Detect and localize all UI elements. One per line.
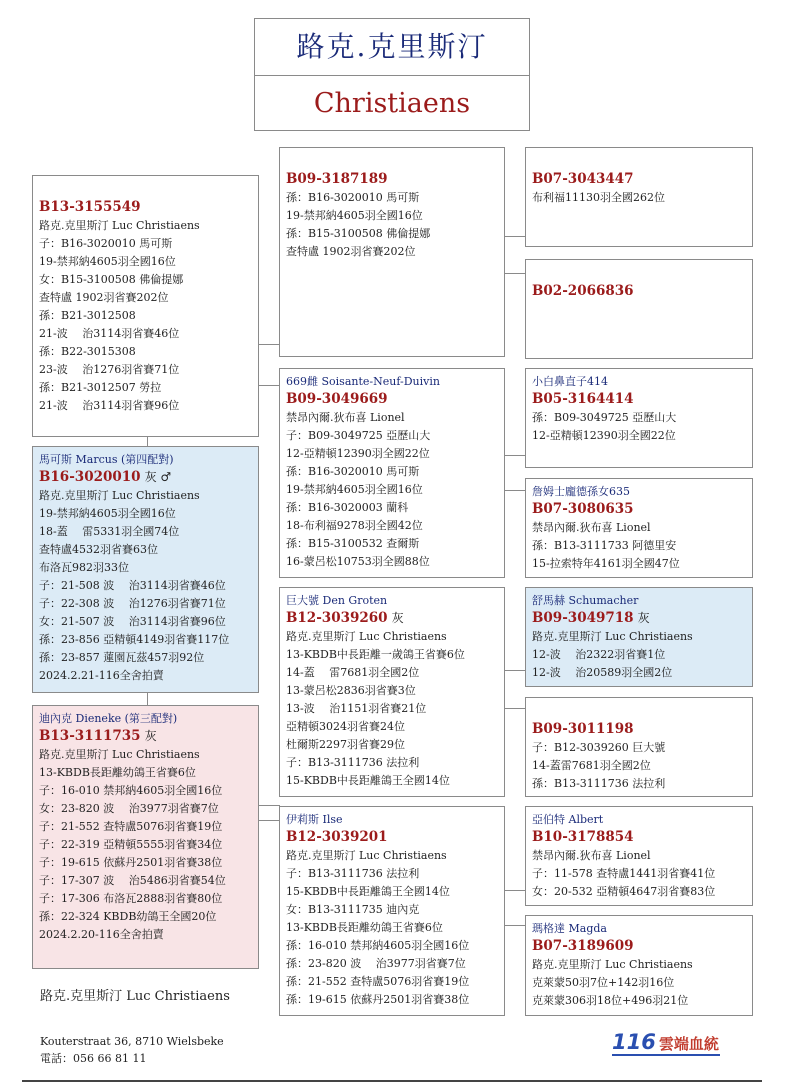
detail-line: 孫：19-615 依蘇丹2501羽省賽38位 bbox=[286, 993, 470, 1006]
detail-list bbox=[286, 847, 498, 1009]
detail-line: 女：B13-3111735 迪內克 bbox=[286, 903, 420, 916]
detail-line: 孫：B16-3020003 蘭科 bbox=[286, 501, 409, 514]
color-sex: 灰 bbox=[391, 611, 404, 625]
detail-line: 2024.2.20-116全舍拍賣 bbox=[39, 928, 164, 941]
connector bbox=[147, 693, 148, 705]
connector bbox=[505, 273, 525, 274]
ring-number: B10-3178854 bbox=[532, 829, 634, 845]
connector bbox=[505, 890, 525, 891]
address: Kouterstraat 36, 8710 Wielsbeke bbox=[40, 1035, 224, 1048]
footer-rule bbox=[22, 1080, 762, 1082]
detail-line: 子：21-552 查特盧5076羽省賽19位 bbox=[39, 820, 223, 833]
detail-line: 查特盧 1902羽省賽202位 bbox=[39, 291, 169, 304]
detail-line: 13-KBDB長距離幼鴿王省賽6位 bbox=[39, 766, 196, 779]
detail-line: 孫：B15-3100532 查爾斯 bbox=[286, 537, 420, 550]
detail-line: 19-禁邦納4605羽全國16位 bbox=[39, 255, 176, 268]
dam-card[interactable] bbox=[32, 705, 259, 969]
detail-list bbox=[532, 519, 746, 573]
connector bbox=[505, 236, 525, 237]
ring-number: B05-3164414 bbox=[532, 391, 634, 407]
detail-line: 路克.克里斯汀 Luc Christiaens bbox=[532, 630, 693, 643]
detail-line: 布洛瓦982羽33位 bbox=[39, 561, 129, 574]
ring-number: B07-3080635 bbox=[532, 501, 634, 517]
connector bbox=[505, 925, 525, 926]
detail-list bbox=[532, 956, 746, 1010]
detail-line: 子：19-615 依蘇丹2501羽省賽38位 bbox=[39, 856, 223, 869]
connector bbox=[505, 455, 525, 456]
pigeon-name: 669雌 Soisante-Neuf-Duivin bbox=[286, 375, 440, 388]
connector bbox=[505, 490, 525, 491]
detail-line: 子：21-508 波 治3114羽省賽46位 bbox=[39, 579, 226, 592]
detail-line: 孫：B22-3015308 bbox=[39, 345, 136, 358]
detail-line: 禁昂內爾.狄布喜 Lionel bbox=[532, 849, 651, 862]
sdd-card[interactable] bbox=[525, 478, 753, 578]
detail-line: 13-波 治1151羽省賽21位 bbox=[286, 702, 427, 715]
detail-line: 13-KBDB中長距離一歲鴿王省賽6位 bbox=[286, 648, 465, 661]
ring-number: B07-3189609 bbox=[532, 938, 634, 954]
ring-number: B09-3049718 灰 bbox=[532, 610, 650, 626]
ring-number: B09-3049669 bbox=[286, 391, 388, 407]
pigeon-name: 小白鼻直子414 bbox=[532, 375, 608, 388]
phone: 電話：056 66 81 11 bbox=[40, 1052, 147, 1065]
pigeon-name: 伊莉斯 Ilse bbox=[286, 813, 343, 826]
detail-line: 孫：B15-3100508 佛倫提娜 bbox=[286, 227, 431, 240]
detail-line: 子：B13-3111736 法拉利 bbox=[286, 867, 420, 880]
logo-underline bbox=[612, 1054, 720, 1056]
detail-line: 子：17-306 布洛瓦2888羽省賽80位 bbox=[39, 892, 223, 905]
detail-line: 禁昂內爾.狄布喜 Lionel bbox=[286, 411, 405, 424]
detail-line: 15-KBDB中長距離鴿王全國14位 bbox=[286, 774, 450, 787]
detail-line: 孫：23-857 蓮園瓦茲457羽92位 bbox=[39, 651, 205, 664]
contact-info bbox=[40, 1033, 224, 1067]
detail-line: 路克.克里斯汀 Luc Christiaens bbox=[286, 630, 447, 643]
detail-line: 孫：22-324 KBDB幼鴿王全國20位 bbox=[39, 910, 217, 923]
detail-list bbox=[532, 847, 746, 901]
sss-card[interactable] bbox=[525, 147, 753, 247]
logo-number: 116 bbox=[612, 1030, 656, 1054]
detail-list bbox=[286, 409, 498, 571]
detail-line: 18-布利福9278羽全國42位 bbox=[286, 519, 423, 532]
connector bbox=[259, 385, 280, 386]
detail-line: 子：17-307 波 治5486羽省賽54位 bbox=[39, 874, 226, 887]
pigeon-name: 瑪格達 Magda bbox=[532, 922, 607, 935]
ring-number: B13-3111735 灰 bbox=[39, 728, 157, 744]
detail-line: 子：11-578 查特盧1441羽省賽41位 bbox=[532, 867, 716, 880]
color-sex: 灰 bbox=[144, 729, 157, 743]
detail-list bbox=[532, 739, 746, 793]
dss-card[interactable] bbox=[525, 587, 753, 687]
detail-line: 孫：23-820 波 治3977羽省賽7位 bbox=[286, 957, 466, 970]
sds-card[interactable] bbox=[525, 368, 753, 468]
detail-line: 孫：B21-3012507 勞拉 bbox=[39, 381, 162, 394]
detail-line: 子：22-308 波 治1276羽省賽71位 bbox=[39, 597, 226, 610]
detail-line: 13-蒙呂松2836羽省賽3位 bbox=[286, 684, 416, 697]
detail-line: 亞精頓3024羽省賽24位 bbox=[286, 720, 405, 733]
detail-line: 路克.克里斯汀 Luc Christiaens bbox=[286, 849, 447, 862]
detail-line: 21-波 治3114羽省賽46位 bbox=[39, 327, 180, 340]
owner-name: 路克.克里斯汀 Luc Christiaens bbox=[40, 989, 230, 1004]
ring-number: B12-3039201 bbox=[286, 829, 388, 845]
sire-card[interactable] bbox=[32, 446, 259, 693]
detail-line: 女：20-532 亞精頓4647羽省賽83位 bbox=[532, 885, 716, 898]
detail-line: 克萊蒙50羽7位+142羽16位 bbox=[532, 976, 675, 989]
pigeon-name: 迪內克 Dieneke (第三配對) bbox=[39, 712, 178, 725]
detail-line: 女：B15-3100508 佛倫提娜 bbox=[39, 273, 184, 286]
detail-line: 孫：B16-3020010 馬可斯 bbox=[286, 465, 420, 478]
sire-dam-card[interactable] bbox=[279, 368, 505, 578]
ssd-card[interactable] bbox=[525, 259, 753, 359]
ring-number: B09-3011198 bbox=[532, 721, 634, 737]
pigeon-name: 亞伯特 Albert bbox=[532, 813, 604, 826]
detail-line: 12-波 治20589羽全國2位 bbox=[532, 666, 673, 679]
connector bbox=[505, 670, 525, 671]
pigeon-name: 巨大號 Den Groten bbox=[286, 594, 388, 607]
detail-list bbox=[532, 189, 746, 207]
dsd-card[interactable] bbox=[525, 697, 753, 797]
detail-line: 查特盧 1902羽省賽202位 bbox=[286, 245, 416, 258]
detail-list bbox=[286, 189, 498, 261]
detail-list bbox=[39, 746, 252, 944]
detail-line: 23-波 治1276羽省賽71位 bbox=[39, 363, 180, 376]
detail-line: 孫：B09-3049725 亞歷山大 bbox=[532, 411, 677, 424]
detail-line: 19-禁邦納4605羽全國16位 bbox=[286, 209, 423, 222]
detail-line: 女：21-507 波 治3114羽省賽96位 bbox=[39, 615, 226, 628]
detail-line: 路克.克里斯汀 Luc Christiaens bbox=[39, 748, 200, 761]
detail-line: 孫：23-856 亞精頓4149羽省賽117位 bbox=[39, 633, 230, 646]
title-chinese: 路克.克里斯汀 bbox=[255, 19, 529, 76]
detail-line: 子：22-319 亞精頓5555羽省賽34位 bbox=[39, 838, 223, 851]
detail-line: 杜爾斯2297羽省賽29位 bbox=[286, 738, 405, 751]
detail-line: 16-蒙呂松10753羽全國88位 bbox=[286, 555, 430, 568]
detail-line: 19-禁邦納4605羽全國16位 bbox=[39, 507, 176, 520]
detail-line: 孫：B13-3111736 法拉利 bbox=[532, 777, 666, 790]
ring-number: B07-3043447 bbox=[532, 171, 634, 187]
detail-line: 13-KBDB長距離幼鴿王省賽6位 bbox=[286, 921, 443, 934]
detail-line: 孫：21-552 查特盧5076羽省賽19位 bbox=[286, 975, 470, 988]
detail-line: 12-波 治2322羽省賽1位 bbox=[532, 648, 666, 661]
detail-line: 子：B13-3111736 法拉利 bbox=[286, 756, 420, 769]
connector bbox=[259, 820, 280, 821]
color-sex: 灰 ♂ bbox=[144, 470, 172, 484]
brand-logo bbox=[612, 1030, 722, 1056]
sire-sire-card[interactable] bbox=[279, 147, 505, 357]
detail-line: 子：16-010 禁邦納4605羽全國16位 bbox=[39, 784, 223, 797]
detail-line: 15-KBDB中長距離鴿王全國14位 bbox=[286, 885, 450, 898]
color-sex: 灰 bbox=[637, 611, 650, 625]
title-latin: Christiaens bbox=[313, 88, 471, 119]
detail-line: 孫：B21-3012508 bbox=[39, 309, 136, 322]
detail-list bbox=[532, 409, 746, 445]
detail-line: 孫：B16-3020010 馬可斯 bbox=[286, 191, 420, 204]
detail-line: 19-禁邦納4605羽全國16位 bbox=[286, 483, 423, 496]
detail-line: 路克.克里斯汀 Luc Christiaens bbox=[39, 219, 200, 232]
detail-line: 18-蓋 雷5331羽全國74位 bbox=[39, 525, 180, 538]
detail-line: 14-蓋雷7681羽全國2位 bbox=[532, 759, 651, 772]
detail-line: 布利福11130羽全國262位 bbox=[532, 191, 665, 204]
detail-line: 子：B12-3039260 巨大號 bbox=[532, 741, 666, 754]
ring-number: B09-3187189 bbox=[286, 171, 388, 187]
ring-number: B13-3155549 bbox=[39, 199, 141, 215]
ddd-card[interactable] bbox=[525, 915, 753, 1016]
detail-line: 2024.2.21-116全舍拍賣 bbox=[39, 669, 164, 682]
detail-list bbox=[286, 628, 498, 790]
pigeon-name: 馬可斯 Marcus (第四配對) bbox=[39, 453, 174, 466]
dam-sire-card[interactable] bbox=[279, 587, 505, 797]
dam-dam-card[interactable] bbox=[279, 806, 505, 1016]
detail-line: 21-波 治3114羽省賽96位 bbox=[39, 399, 180, 412]
ring-number: B16-3020010 灰 ♂ bbox=[39, 469, 172, 485]
logo-text: 雲端血統 bbox=[658, 1035, 719, 1053]
detail-line: 12-亞精頓12390羽全國22位 bbox=[532, 429, 676, 442]
title-box bbox=[254, 18, 530, 131]
detail-line: 15-拉索特年4161羽全國47位 bbox=[532, 557, 680, 570]
detail-line: 查特盧4532羽省賽63位 bbox=[39, 543, 158, 556]
detail-line: 14-蓋 雷7681羽全國2位 bbox=[286, 666, 420, 679]
detail-line: 子：B09-3049725 亞歷山大 bbox=[286, 429, 431, 442]
connector bbox=[147, 437, 148, 446]
connector bbox=[259, 344, 280, 345]
detail-line: 孫：B13-3111733 阿德里安 bbox=[532, 539, 677, 552]
detail-list bbox=[39, 217, 252, 415]
detail-line: 克萊蒙306羽18位+496羽21位 bbox=[532, 994, 689, 1007]
detail-list bbox=[39, 487, 252, 685]
detail-line: 12-亞精頓12390羽全國22位 bbox=[286, 447, 430, 460]
connector bbox=[259, 805, 280, 806]
detail-line: 禁昂內爾.狄布喜 Lionel bbox=[532, 521, 651, 534]
detail-line: 路克.克里斯汀 Luc Christiaens bbox=[39, 489, 200, 502]
detail-line: 女：23-820 波 治3977羽省賽7位 bbox=[39, 802, 219, 815]
detail-line: 孫：16-010 禁邦納4605羽全國16位 bbox=[286, 939, 470, 952]
connector bbox=[505, 708, 525, 709]
ring-number: B02-2066836 bbox=[532, 283, 634, 299]
subject-card[interactable] bbox=[32, 175, 259, 437]
ring-number: B12-3039260 灰 bbox=[286, 610, 404, 626]
pigeon-name: 詹姆士龐德孫女635 bbox=[532, 485, 630, 498]
dds-card[interactable] bbox=[525, 806, 753, 906]
detail-list bbox=[532, 628, 746, 682]
detail-line: 子：B16-3020010 馬可斯 bbox=[39, 237, 173, 250]
pigeon-name: 舒馬赫 Schumacher bbox=[532, 594, 639, 607]
detail-line: 路克.克里斯汀 Luc Christiaens bbox=[532, 958, 693, 971]
